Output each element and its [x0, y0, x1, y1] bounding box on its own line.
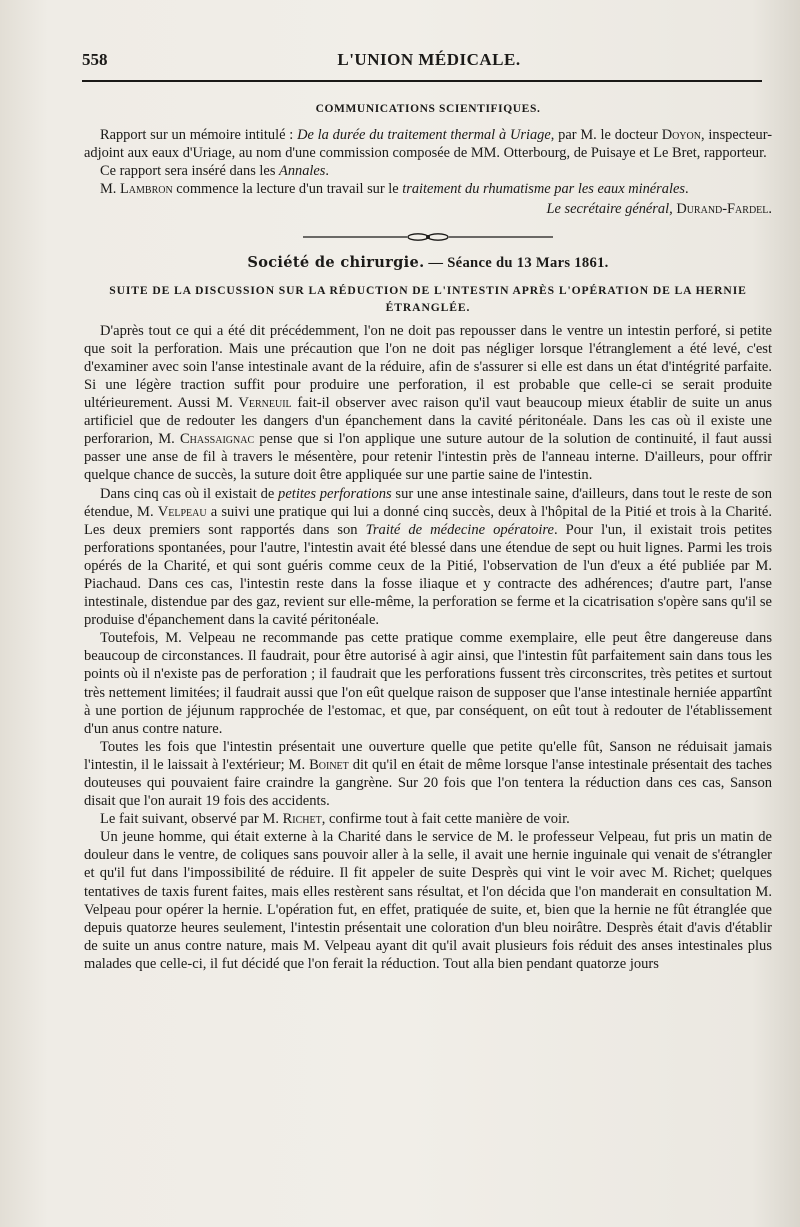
paragraph-1: D'après tout ce qui a été dit précédemment, l'on ne doit pas repousser dans le ventre un intestin perforé, si petite que soit la perforation. Mais une précaution que l'on ne doit pas négliger lorsque l'étranglement a été levé, c'est d'examiner avec soin l'anse intestinale avant de la réduire, afin de s'assurer si elle est dans un état d'intégrité parfaite. Si une légère traction suffit pour produire une perforation, il est probable que celle-ci se serait produite ultérieurement. Aussi M. Verneuil fait-il observer avec raison qu'il vaut beaucoup mieux établir de suite un anus artificiel que de redouter les dangers d'un épanchement dans la cavité péritonéale. Dans les cas où il existe une perforarion, M. Chassaignac pense que si l'on applique une suture autour de la solution de continuité, il faut aussi passer une anse de fil à travers le mésentère, pour retenir l'intestin près de l'anneau interne. D'ailleurs, pour offrir quelque chance de succès, la suture doit être appliquée sur une partie saine de l'intestin. [84, 322, 772, 484]
report-paragraph: Rapport sur un mémoire intitulé : De la durée du traitement thermal à Uriage, par M. le docteur Doyon, inspecteur-adjoint aux eaux d'Uriage, au nom d'une commission composée de MM. Otterbourg, de Puisaye et Le Bret, rapporteur. [84, 127, 773, 162]
report-title: De la durée du traitement thermal à Uriage [297, 127, 551, 144]
person-name: Verneuil [238, 395, 292, 412]
header-rule [82, 80, 762, 82]
person-name: Velpeau [157, 503, 207, 520]
session-date: — Séance du 13 Mars 1861. [428, 254, 609, 271]
paragraph-4: Toutes les fois que l'intestin présentait une ouverture quelle que petite qu'elle fût, Sanson ne réduisait jamais l'intestin, il le laissait à l'extérieur; M. Boinet dit qu'il en était de même lorsque l'anse intestinale présentait des taches douteuses qui pouvaient faire craindre la gangrène. Sur 20 fois que l'on tentera la réduction dans ces cas, Sanson disait que l'on aurait 19 fois des accidents. [84, 738, 772, 810]
journal-name: Annales [279, 163, 326, 180]
lambron-title: traitement du rhumatisme par les eaux minérales [402, 181, 685, 198]
paragraph-2: Dans cinq cas où il existait de petites perforations sur une anse intestinale saine, d'ailleurs, dans tout le reste de son étendue, M. Velpeau a suivi une pratique qui lui a donné cinq succès, deux à l'hôpital de la Pitié et trois à la Charité. Les deux premiers sont rapportés dans son Traité de médecine opératoire. Pour l'un, il existait trois petites perforations spontanées, pour l'autre, l'intestin avait été blessé dans une étendue de sept ou huit lignes. Parmi les trois opérés de la Charité, et qui sont guéris comme ceux de la Pitié, l'observation de l'un d'eux a été publiée par M. Piachaud. Dans ces cas, l'intestin reste dans la fosse iliaque et y contracte des adhérences; d'autre part, l'anse intestinale, distendue par des gaz, revient sur elle-même, la perforation se ferme et la cicatrisation s'opère sans qu'il se produise d'épanchement dans la cavité péritonéale. [84, 485, 772, 629]
society-name: Société de chirurgie. [247, 253, 425, 271]
communications-heading: COMMUNICATIONS SCIENTIFIQUES. [315, 103, 541, 115]
lambron-paragraph: M. Lambron commence la lecture d'un travail sur le traitement du rhumatisme par les eaux minérales. [100, 181, 689, 198]
person-name: Richet [282, 811, 322, 828]
author-name: Doyon [661, 127, 701, 144]
signature [84, 200, 772, 218]
page-header [78, 48, 780, 78]
paragraph-3: Toutefois, M. Velpeau ne recommande pas cette pratique comme exemplaire, elle peut être dangereuse dans beaucoup de circonstances. Il faudrait, pour être autorisé à agir ainsi, que l'intestin fût parfaitement sain dans tous les points où il n'existe pas de perforation ; il faudrait que les perforations fussent très circonscrites, très petites et surtout très nettement limitées; il faudrait aussi que l'on eût quelque raison de supposer que l'anse intestinale herniée appartînt à une portion de jéjunum rapprochée de l'estomac, et que, par conséquent, on eût tout à redouter de l'établissement d'un anus contre nature. [84, 630, 772, 737]
article-body [84, 322, 772, 973]
society-heading [84, 254, 772, 272]
page-content [84, 100, 772, 973]
ornamental-divider [303, 232, 553, 242]
lambron-name: Lambron [120, 181, 173, 198]
signature-name: Durand-Fardel. [676, 201, 772, 218]
paragraph-5: Le fait suivant, observé par M. Richet, confirme tout à fait cette manière de voir. [100, 811, 570, 828]
discussion-topic: SUITE DE LA DISCUSSION SUR LA RÉDUCTION DE L'INTESTIN APRÈS L'OPÉRATION DE LA HERNIE ÉTRANGLÉE. [109, 283, 747, 314]
running-title: L'UNION MÉDICALE. [337, 50, 521, 69]
person-name: Boinet [309, 756, 349, 773]
paragraph-6: Un jeune homme, qui était externe à la Charité dans le service de M. le professeur Velpeau, fut pris un matin de douleur dans le ventre, de coliques sans pouvoir aller à la selle, il avait une hernie inguinale qui venait de s'étrangler et qu'il fut dans l'impossibilité de réduire. Il fit appeler de suite Desprès qui vint le voir avec M. Richet; quelques tentatives de taxis furent faites, mais elles restèrent sans résultat, et l'on décida que l'on manderait en consultation M. Velpeau pour opérer la hernie. L'opération fut, en effet, pratiquée de suite, et, bien que la hernie ne fût étranglée que depuis quatorze heures seulement, l'intestin présentait une coloration d'un bleu noirâtre. Desprès était d'avis d'établir de suite un anus contre nature, mais M. Velpeau ayant dit qu'il avait plusieurs fois réduit des anses intestinales plus malades que celle-ci, il fut décidé que l'on ferait la réduction. Tout alla bien pendant quatorze jours [84, 829, 772, 972]
person-name: Chassaignac [179, 431, 255, 448]
signature-role: Le secrétaire général, [546, 201, 673, 218]
page-number: 558 [82, 50, 108, 69]
report-inserted-paragraph: Ce rapport sera inséré dans les Annales. [100, 163, 330, 180]
